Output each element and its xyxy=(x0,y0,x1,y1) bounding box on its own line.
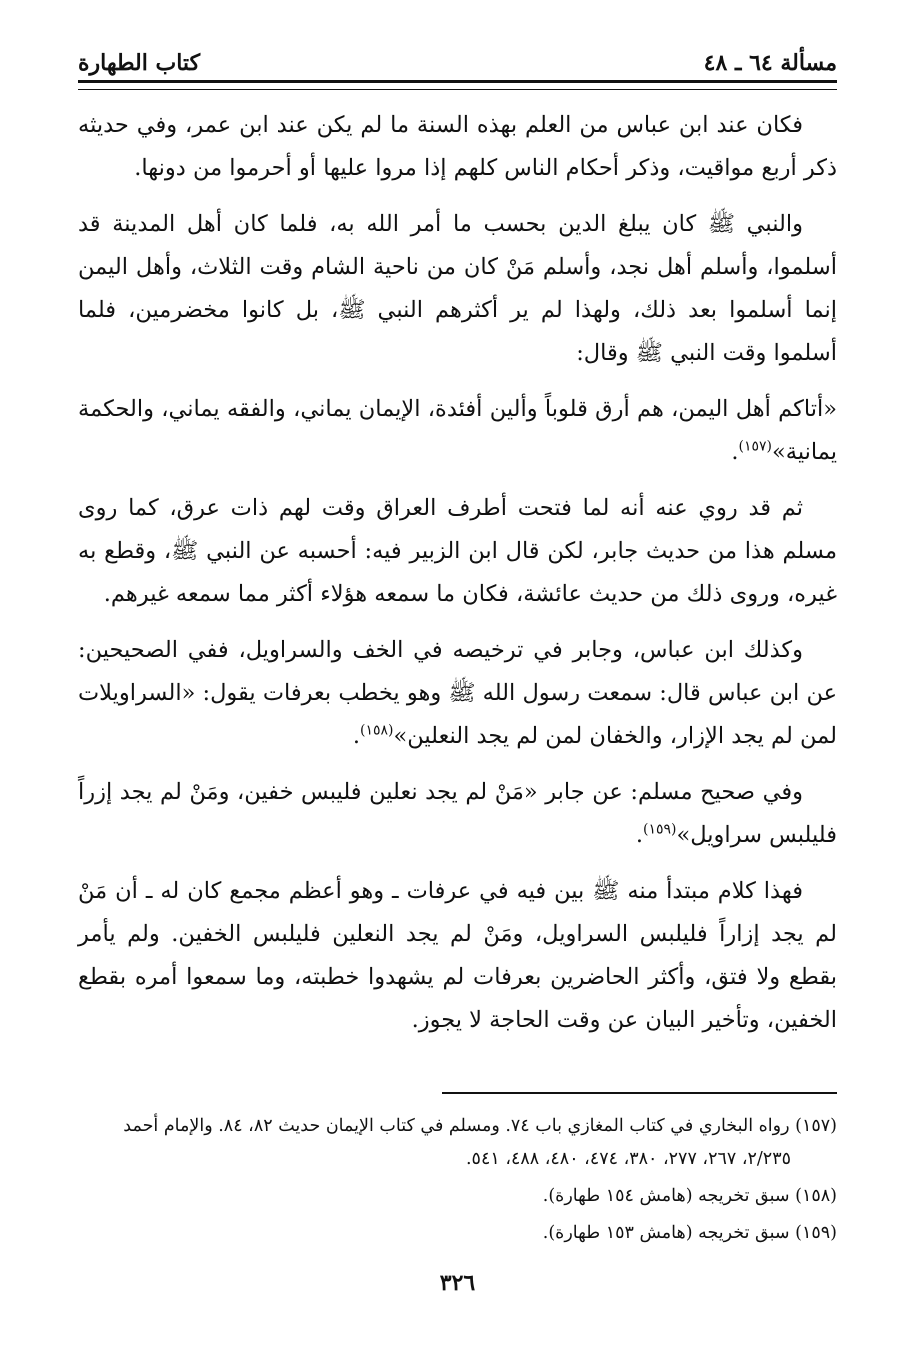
header-rule xyxy=(78,80,837,90)
footnote-number: (١٥٩) xyxy=(795,1223,837,1243)
footnote-number: (١٥٨) xyxy=(795,1186,837,1206)
paragraph-4-text: وكذلك ابن عباس، وجابر في ترخيصه في الخف والسراويل، ففي الصحيحين: عن ابن عباس قال: سمعت رسول الله ﷺ وهو يخطب بعرفات يقول: «السراويلات لمن لم يجد الإزار، والخفان لمن لم يجد النعلين» xyxy=(78,637,837,749)
paragraph-3: ثم قد روي عنه أنه لما فتحت أطرف العراق وقت لهم ذات عرق، كما روى مسلم هذا من حديث جابر، لكن قال ابن الزبير فيه: أحسبه عن النبي ﷺ، وقطع به غيره، وروى ذلك من حديث عائشة، فكان ما سمعه هؤلاء أكثر مما سمعه غيرهم. xyxy=(78,495,837,607)
footnote-ref-157[interactable]: (١٥٧) xyxy=(738,438,772,455)
footnote-separator xyxy=(442,1092,837,1094)
footnote-158 xyxy=(78,1180,837,1213)
footnote-157 xyxy=(78,1110,837,1176)
paragraph-2: والنبي ﷺ كان يبلغ الدين بحسب ما أمر الله به، فلما كان أهل المدينة قد أسلموا، وأسلم أهل نجد، وأسلم مَنْ كان من ناحية الشام وقت الثلاث، وأهل اليمن إنما أسلموا بعد ذلك، ولهذا لم ير أكثرهم النبي ﷺ، بل كانوا مخضرمين، فلما أسلموا وقت النبي ﷺ وقال: xyxy=(78,211,837,366)
paragraph-4 xyxy=(78,629,837,758)
quote-end: . xyxy=(731,439,739,465)
book-title: كتاب الطهارة xyxy=(78,50,201,76)
paragraph-1: فكان عند ابن عباس من العلم بهذه السنة ما لم يكن عند ابن عمر، وفي حديثه ذكر أربع مواقيت، وذكر أحكام الناس كلهم إذا مروا عليها أو أحرموا من دونها. xyxy=(78,112,837,181)
footnote-ref-158[interactable]: (١٥٨) xyxy=(359,722,394,739)
footnotes xyxy=(78,1110,837,1254)
footnote-text: رواه البخاري في كتاب المغازي باب ٧٤. ومسلم في كتاب الإيمان حديث ٨٢، ٨٤. والإمام أحمد xyxy=(123,1116,790,1136)
paragraph-5-end: . xyxy=(635,822,643,848)
paragraph-5-text: وفي صحيح مسلم: عن جابر «مَنْ لم يجد نعلين فليبس خفين، ومَنْ لم يجد إزراً فليلبس سراويل» xyxy=(78,779,837,848)
page-number: ٣٢٦ xyxy=(439,1270,476,1296)
footnote-number: (١٥٧) xyxy=(795,1116,837,1136)
footnote-continuation: ٢/٢٣٥، ٢٦٧، ٢٧٧، ٣٨٠، ٤٧٤، ٤٨٠، ٤٨٨، ٥٤١. xyxy=(465,1149,791,1169)
paragraph-4-end: . xyxy=(352,723,360,749)
footnote-ref-159[interactable]: (١٥٩) xyxy=(642,821,677,838)
hadith-quote xyxy=(78,388,837,474)
paragraph-6: فهذا كلام مبتدأ منه ﷺ بين فيه في عرفات ـ وهو أعظم مجمع كان له ـ أن مَنْ لم يجد إزاراً فليلبس السراويل، ومَنْ لم يجد النعلين فليلبس الخفين. ولم يأمر بقطع ولا فتق، وأكثر الحاضرين بعرفات لم يشهدوا خطبته، وما سمعوا أمره بقطع الخفين، وتأخير البيان عن وقت الحاجة لا يجوز. xyxy=(78,878,837,1033)
footnote-text: سبق تخريجه (هامش ١٥٤ طهارة). xyxy=(542,1186,790,1206)
paragraph-5 xyxy=(78,771,837,857)
footnote-159 xyxy=(78,1217,837,1250)
running-header xyxy=(78,40,837,76)
section-title: مسألة ٦٤ ـ ٤٨ xyxy=(703,50,837,76)
footnote-text: سبق تخريجه (هامش ١٥٣ طهارة). xyxy=(542,1223,790,1243)
quote-text: «أتاكم أهل اليمن، هم أرق قلوباً وألين أفئدة، الإيمان يماني، والفقه يماني، والحكمة يمانية» xyxy=(78,396,837,465)
main-text xyxy=(78,104,837,1055)
